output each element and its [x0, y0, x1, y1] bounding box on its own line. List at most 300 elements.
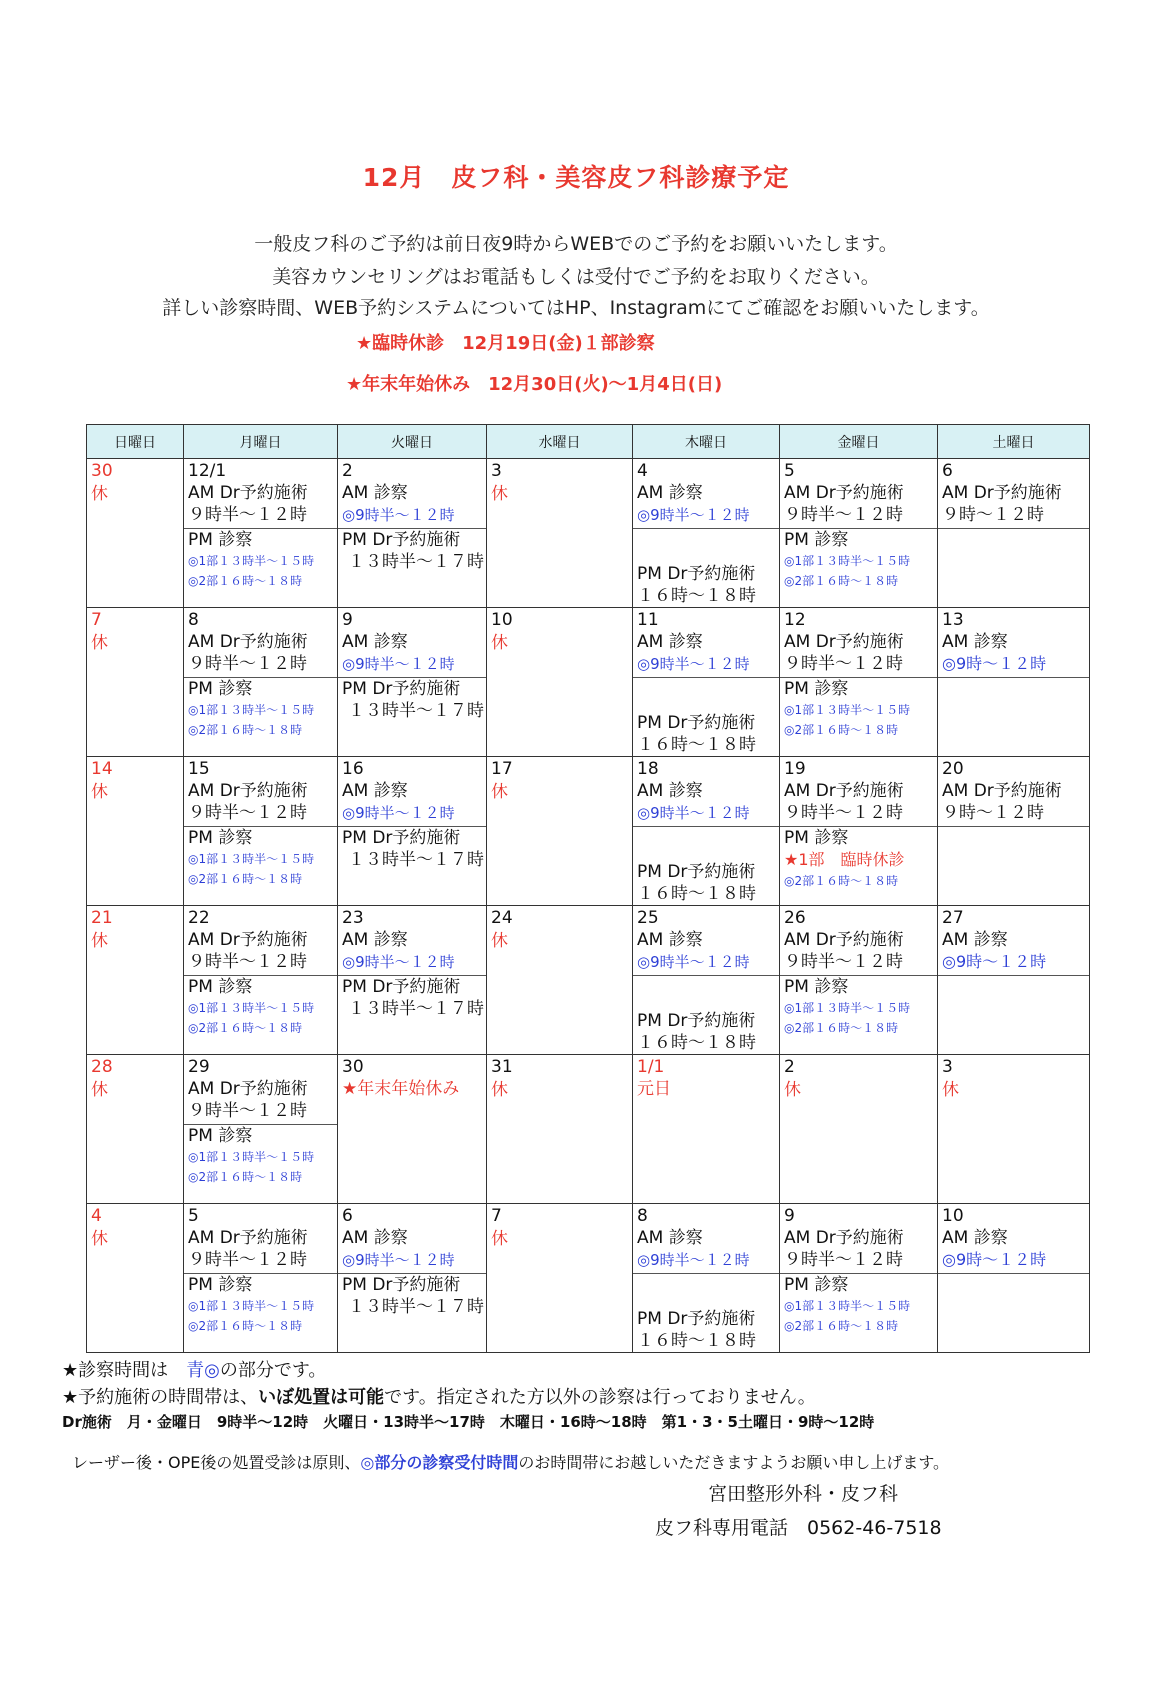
newyear-notice: ★年末年始休み 12月30日(火)～1月4日(日): [346, 374, 723, 395]
am-dr-label: AM Dr予約施術: [188, 930, 308, 950]
day-number: 19: [784, 759, 806, 779]
am-block: [633, 1227, 779, 1274]
closed-label: 休: [491, 484, 508, 504]
day-number: 8: [188, 610, 199, 630]
am-dr-label: AM Dr予約施術: [784, 781, 904, 801]
pm-part2-time: ◎2部１６時～１８時: [188, 723, 303, 737]
am-exam-label: AM 診察: [637, 781, 703, 801]
pm-part2-time: ◎2部１６時～１８時: [188, 1021, 303, 1035]
calendar-day-cell: [780, 608, 938, 757]
am-dr-time: ９時半～１２時: [784, 1250, 903, 1270]
weekday-wed: 水曜日: [487, 425, 633, 459]
pm-part2-time: ◎2部１６時～１８時: [784, 1021, 899, 1035]
day-number: 4: [91, 1206, 102, 1226]
day-number: 30: [91, 461, 113, 481]
am-block: [780, 1227, 937, 1274]
footer-line-2-post: です。指定された方以外の診察は行っておりません。: [384, 1387, 816, 1408]
day-content: [487, 1204, 632, 1352]
calendar-day-cell: [633, 1055, 780, 1204]
closed-label: 休: [491, 931, 508, 951]
calendar-week-row: [87, 906, 1090, 1055]
day-number: 26: [784, 908, 806, 928]
calendar-day-cell: [184, 1055, 338, 1204]
calendar-day-cell: [487, 757, 633, 906]
am-dr-time: ９時半～１２時: [784, 952, 903, 972]
day-number: 2: [342, 461, 353, 481]
calendar-day-cell: [780, 1055, 938, 1204]
footer-line-4-pre: レーザー後・OPE後の処置受診は原則、: [72, 1453, 361, 1472]
day-content: [780, 608, 937, 756]
pm-exam-label: PM 診察: [188, 1126, 253, 1146]
am-dr-label: AM Dr予約施術: [942, 483, 1062, 503]
day-number: 22: [188, 908, 210, 928]
day-number: 5: [188, 1206, 199, 1226]
am-block: [633, 929, 779, 976]
am-block: [184, 1227, 337, 1274]
closed-label: 休: [91, 782, 108, 802]
day-number: 14: [91, 759, 113, 779]
day-content: [938, 906, 1089, 1054]
am-exam-time: ◎9時半～１２時: [342, 804, 455, 822]
pm-dr-time: １６時～１８時: [637, 735, 756, 755]
am-block: [780, 780, 937, 827]
intro-line-2: 美容カウンセリングはお電話もしくは受付でご予約をお取りください。: [272, 266, 880, 288]
pm-part2-time: ◎2部１６時～１８時: [188, 872, 303, 886]
am-dr-time: ９時半～１２時: [784, 803, 903, 823]
am-exam-time: ◎9時半～１２時: [637, 804, 750, 822]
calendar-day-cell: [87, 1055, 184, 1204]
am-exam-label: AM 診察: [342, 483, 408, 503]
am-exam-label: AM 診察: [637, 930, 703, 950]
calendar-day-cell: [938, 1204, 1090, 1353]
pm-exam-label: PM 診察: [784, 977, 849, 997]
newyear-closure-label: ★年末年始休み: [342, 1079, 460, 1099]
am-exam-time: ◎9時半～１２時: [342, 506, 455, 524]
pm-dr-label: PM Dr予約施術: [342, 530, 461, 550]
day-number: 29: [188, 1057, 210, 1077]
pm-exam-label: PM 診察: [784, 828, 849, 848]
ganjitsu-label: 元日: [637, 1079, 671, 1099]
am-exam-time: ◎9時～１２時: [942, 952, 1047, 971]
am-dr-label: AM Dr予約施術: [188, 781, 308, 801]
footer-line-4-blue: ◎部分の診察受付時間: [360, 1453, 519, 1472]
am-dr-time: ９時半～１２時: [188, 1101, 307, 1121]
am-dr-label: AM Dr予約施術: [188, 632, 308, 652]
closed-label: 休: [91, 1080, 108, 1100]
am-exam-label: AM 診察: [342, 1228, 408, 1248]
day-number: 18: [637, 759, 659, 779]
am-exam-time: ◎9時半～１２時: [342, 655, 455, 673]
calendar-day-cell: [938, 1055, 1090, 1204]
day-content: [633, 757, 779, 905]
footer-line-2: [62, 1383, 816, 1409]
pm-dr-label: PM Dr予約施術: [637, 564, 756, 584]
day-content: [87, 459, 183, 607]
weekday-thu: 木曜日: [633, 425, 780, 459]
day-number: 7: [491, 1206, 502, 1226]
intro-line-3: 詳しい診察時間、WEB予約システムについてはHP、Instagramにてご確認をお願いいたします。: [162, 297, 990, 319]
day-number: 25: [637, 908, 659, 928]
closed-label: 休: [942, 1080, 959, 1100]
day-number: 11: [637, 610, 659, 630]
pm-part1-time: ◎1部１３時半～１５時: [784, 703, 911, 717]
am-block: [338, 780, 486, 827]
weekday-sun: 日曜日: [87, 425, 184, 459]
day-number: 10: [491, 610, 513, 630]
closed-label: 休: [784, 1080, 801, 1100]
am-dr-time: ９時半～１２時: [188, 803, 307, 823]
pm-dr-time: １３時半～１７時: [348, 1297, 484, 1317]
am-block: [938, 631, 1089, 678]
day-content: [184, 1055, 337, 1203]
spacer: [633, 827, 779, 861]
day-number: 15: [188, 759, 210, 779]
calendar-day-cell: [780, 1204, 938, 1353]
day-content: [633, 459, 779, 607]
day-number: 23: [342, 908, 364, 928]
day-content: [487, 608, 632, 756]
pm-dr-label: PM Dr予約施術: [342, 828, 461, 848]
pm-part1-time: ◎1部１３時半～１５時: [784, 554, 911, 568]
calendar-day-cell: [780, 906, 938, 1055]
am-dr-time: ９時～１２時: [942, 505, 1044, 525]
pm-dr-time: １６時～１８時: [637, 1033, 756, 1053]
footer-line-2-bold: いぼ処置は可能: [258, 1387, 385, 1408]
day-content: [338, 757, 486, 905]
am-dr-label: AM Dr予約施術: [188, 1228, 308, 1248]
closure-notice: ★臨時休診 12月19日(金)１部診察: [356, 333, 655, 354]
closed-label: 休: [91, 484, 108, 504]
calendar-day-cell: [184, 459, 338, 608]
footer-line-4-post: のお時間帯にお越しいただきますようお願い申し上げます。: [518, 1453, 950, 1472]
am-dr-label: AM Dr予約施術: [784, 483, 904, 503]
pm-part1-time: ◎1部１３時半～１５時: [188, 1150, 315, 1164]
pm-dr-time: １３時半～１７時: [348, 701, 484, 721]
am-exam-label: AM 診察: [342, 930, 408, 950]
am-dr-label: AM Dr予約施術: [188, 483, 308, 503]
calendar-body: [87, 459, 1090, 1353]
day-content: [338, 1055, 486, 1203]
am-dr-time: ９時半～１２時: [188, 952, 307, 972]
calendar-day-cell: [633, 906, 780, 1055]
pm-dr-time: １６時～１８時: [637, 1331, 756, 1351]
day-number: 12: [784, 610, 806, 630]
am-exam-label: AM 診察: [637, 1228, 703, 1248]
pm-dr-time: １６時～１８時: [637, 884, 756, 904]
am-dr-label: AM Dr予約施術: [784, 1228, 904, 1248]
pm-dr-time: １３時半～１７時: [348, 999, 484, 1019]
day-content: [780, 757, 937, 905]
closed-label: 休: [491, 1229, 508, 1249]
day-content: [487, 906, 632, 1054]
day-content: [87, 608, 183, 756]
calendar-week-row: [87, 757, 1090, 906]
pm-part2-time: ◎2部１６時～１８時: [188, 574, 303, 588]
day-content: [633, 1204, 779, 1352]
am-exam-label: AM 診察: [942, 1228, 1008, 1248]
am-exam-time: ◎9時半～１２時: [637, 655, 750, 673]
closed-label: 休: [491, 633, 508, 653]
calendar-week-row: [87, 459, 1090, 608]
day-number: 16: [342, 759, 364, 779]
day-number: 28: [91, 1057, 113, 1077]
am-exam-label: AM 診察: [342, 632, 408, 652]
pm-part2-time: ◎2部１６時～１８時: [188, 1319, 303, 1333]
am-block: [338, 631, 486, 678]
am-exam-label: AM 診察: [942, 632, 1008, 652]
pm-exam-label: PM 診察: [188, 828, 253, 848]
pm-part2-time: ◎2部１６時～１８時: [784, 1319, 899, 1333]
calendar-day-cell: [87, 757, 184, 906]
calendar-week-row: [87, 1055, 1090, 1204]
day-content: [87, 1204, 183, 1352]
day-content: [780, 906, 937, 1054]
clinic-name: 宮田整形外科・皮フ科: [708, 1483, 899, 1505]
am-dr-time: ９時半～１２時: [188, 1250, 307, 1270]
weekday-sat: 土曜日: [938, 425, 1090, 459]
am-block: [938, 482, 1089, 529]
clinic-phone: 皮フ科専用電話 0562-46-7518: [655, 1517, 942, 1539]
pm-exam-label: PM 診察: [188, 679, 253, 699]
footer-line-1: [62, 1356, 326, 1382]
calendar-day-cell: [633, 459, 780, 608]
day-number: 10: [942, 1206, 964, 1226]
calendar-day-cell: [487, 459, 633, 608]
day-content: [184, 1204, 337, 1352]
day-content: [938, 1055, 1089, 1203]
am-block: [633, 780, 779, 827]
am-exam-label: AM 診察: [637, 632, 703, 652]
am-block: [633, 631, 779, 678]
day-content: [87, 1055, 183, 1203]
am-block: [338, 1227, 486, 1274]
footer-line-2-pre: ★予約施術の時間帯は、: [62, 1387, 259, 1408]
fri19-closure-label: ★1部 臨時休診: [784, 850, 905, 869]
footer-line-3: Dr施術 月・金曜日 9時半～12時 火曜日・13時半～17時 木曜日・16時～18時 第1・3・5土曜日・9時～12時: [62, 1413, 875, 1431]
day-content: [487, 1055, 632, 1203]
day-content: [780, 1204, 937, 1352]
day-content: [633, 906, 779, 1054]
am-block: [184, 929, 337, 976]
closed-label: 休: [491, 1080, 508, 1100]
calendar-day-cell: [87, 906, 184, 1055]
am-block: [184, 1078, 337, 1125]
closed-label: 休: [91, 931, 108, 951]
day-content: [87, 906, 183, 1054]
day-content: [338, 906, 486, 1054]
closed-label: 休: [91, 1229, 108, 1249]
am-exam-label: AM 診察: [342, 781, 408, 801]
calendar-day-cell: [87, 1204, 184, 1353]
calendar-day-cell: [938, 757, 1090, 906]
am-dr-time: ９時半～１２時: [784, 505, 903, 525]
calendar-day-cell: [938, 459, 1090, 608]
am-dr-label: AM Dr予約施術: [784, 632, 904, 652]
intro-line-1: 一般皮フ科のご予約は前日夜9時からWEBでのご予約をお願いいたします。: [254, 233, 898, 255]
am-block: [780, 631, 937, 678]
weekday-fri: 金曜日: [780, 425, 938, 459]
pm-exam-label: PM 診察: [188, 530, 253, 550]
day-content: [780, 1055, 937, 1203]
calendar-day-cell: [487, 1055, 633, 1204]
pm-dr-label: PM Dr予約施術: [342, 679, 461, 699]
pm-dr-time: １３時半～１７時: [348, 850, 484, 870]
day-number: 1/1: [637, 1057, 665, 1077]
calendar-day-cell: [938, 608, 1090, 757]
am-exam-time: ◎9時半～１２時: [637, 1251, 750, 1269]
pm-part1-time: ◎1部１３時半～１５時: [188, 1001, 315, 1015]
day-content: [633, 1055, 779, 1203]
calendar-day-cell: [780, 757, 938, 906]
calendar-day-cell: [338, 906, 487, 1055]
am-block: [780, 929, 937, 976]
am-block: [184, 780, 337, 827]
calendar-day-cell: [938, 906, 1090, 1055]
weekday-tue: 火曜日: [338, 425, 487, 459]
calendar-day-cell: [87, 459, 184, 608]
pm-dr-label: PM Dr予約施術: [637, 1011, 756, 1031]
am-dr-time: ９時半～１２時: [188, 505, 307, 525]
day-content: [87, 757, 183, 905]
calendar-week-row: [87, 1204, 1090, 1353]
day-content: [938, 1204, 1089, 1352]
pm-part2-time: ◎2部１６時～１８時: [784, 574, 899, 588]
pm-part1-time: ◎1部１３時半～１５時: [188, 554, 315, 568]
am-dr-label: AM Dr予約施術: [942, 781, 1062, 801]
calendar-day-cell: [184, 906, 338, 1055]
day-number: 6: [342, 1206, 353, 1226]
spacer: [633, 976, 779, 1010]
pm-dr-time: １３時半～１７時: [348, 552, 484, 572]
day-number: 2: [784, 1057, 795, 1077]
day-number: 12/1: [188, 461, 227, 481]
calendar-day-cell: [780, 459, 938, 608]
day-number: 3: [491, 461, 502, 481]
am-block: [938, 929, 1089, 976]
calendar-day-cell: [338, 757, 487, 906]
day-number: 24: [491, 908, 513, 928]
schedule-calendar: [86, 424, 1090, 1353]
calendar-day-cell: [338, 1055, 487, 1204]
day-number: 4: [637, 461, 648, 481]
am-exam-time: ◎9時半～１２時: [342, 953, 455, 971]
am-dr-label: AM Dr予約施術: [188, 1079, 308, 1099]
day-content: [938, 459, 1089, 607]
am-dr-time: ９時半～１２時: [188, 654, 307, 674]
am-exam-time: ◎9時～１２時: [942, 654, 1047, 673]
day-number: 17: [491, 759, 513, 779]
am-exam-label: AM 診察: [942, 930, 1008, 950]
day-content: [338, 608, 486, 756]
am-block: [184, 482, 337, 529]
day-content: [184, 608, 337, 756]
day-content: [938, 757, 1089, 905]
am-block: [338, 482, 486, 529]
am-dr-time: ９時半～１２時: [784, 654, 903, 674]
day-content: [184, 459, 337, 607]
calendar-day-cell: [338, 459, 487, 608]
day-number: 5: [784, 461, 795, 481]
calendar-day-cell: [633, 608, 780, 757]
pm-exam-label: PM 診察: [188, 1275, 253, 1295]
pm-dr-time: １６時～１８時: [637, 586, 756, 606]
footer-line-1-post: の部分です。: [219, 1360, 327, 1381]
pm-dr-label: PM Dr予約施術: [342, 1275, 461, 1295]
calendar-day-cell: [338, 608, 487, 757]
am-exam-label: AM 診察: [637, 483, 703, 503]
spacer: [633, 678, 779, 712]
calendar-week-row: [87, 608, 1090, 757]
spacer: [633, 1274, 779, 1308]
day-number: 21: [91, 908, 113, 928]
day-content: [633, 608, 779, 756]
day-content: [184, 906, 337, 1054]
pm-dr-label: PM Dr予約施術: [342, 977, 461, 997]
day-content: [938, 608, 1089, 756]
day-number: 6: [942, 461, 953, 481]
day-number: 9: [784, 1206, 795, 1226]
pm-part1-time: ◎1部１３時半～１５時: [188, 703, 315, 717]
weekday-mon: 月曜日: [184, 425, 338, 459]
day-content: [338, 459, 486, 607]
pm-exam-label: PM 診察: [784, 1275, 849, 1295]
closed-label: 休: [491, 782, 508, 802]
day-number: 27: [942, 908, 964, 928]
am-exam-time: ◎9時半～１２時: [637, 953, 750, 971]
footer-line-4: [72, 1450, 949, 1473]
pm-exam-label: PM 診察: [784, 679, 849, 699]
pm-dr-label: PM Dr予約施術: [637, 713, 756, 733]
day-number: 8: [637, 1206, 648, 1226]
calendar-day-cell: [338, 1204, 487, 1353]
closed-label: 休: [91, 633, 108, 653]
am-block: [633, 482, 779, 529]
am-dr-time: ９時～１２時: [942, 803, 1044, 823]
spacer: [633, 529, 779, 563]
calendar-day-cell: [184, 608, 338, 757]
day-number: 9: [342, 610, 353, 630]
pm-dr-label: PM Dr予約施術: [637, 1309, 756, 1329]
calendar-day-cell: [487, 608, 633, 757]
calendar-day-cell: [184, 757, 338, 906]
calendar-day-cell: [487, 1204, 633, 1353]
pm-part2-time: ◎2部１６時～１８時: [784, 723, 899, 737]
calendar-day-cell: [633, 757, 780, 906]
am-block: [338, 929, 486, 976]
day-content: [487, 757, 632, 905]
am-block: [780, 482, 937, 529]
pm-dr-label: PM Dr予約施術: [637, 862, 756, 882]
day-content: [487, 459, 632, 607]
am-exam-time: ◎9時～１２時: [942, 1250, 1047, 1269]
day-number: 20: [942, 759, 964, 779]
pm-part1-time: ◎1部１３時半～１５時: [784, 1001, 911, 1015]
page-title: 12月 皮フ科・美容皮フ科診療予定: [362, 163, 790, 192]
calendar-day-cell: [633, 1204, 780, 1353]
pm-part2-time: ◎2部１６時～１８時: [784, 874, 899, 888]
pm-part2-time: ◎2部１６時～１８時: [188, 1170, 303, 1184]
am-exam-time: ◎9時半～１２時: [342, 1251, 455, 1269]
day-content: [338, 1204, 486, 1352]
day-content: [184, 757, 337, 905]
footer-line-1-pre: ★診察時間は: [62, 1360, 187, 1381]
am-exam-time: ◎9時半～１２時: [637, 506, 750, 524]
day-number: 3: [942, 1057, 953, 1077]
day-content: [780, 459, 937, 607]
am-block: [184, 631, 337, 678]
day-number: 13: [942, 610, 964, 630]
calendar-day-cell: [487, 906, 633, 1055]
